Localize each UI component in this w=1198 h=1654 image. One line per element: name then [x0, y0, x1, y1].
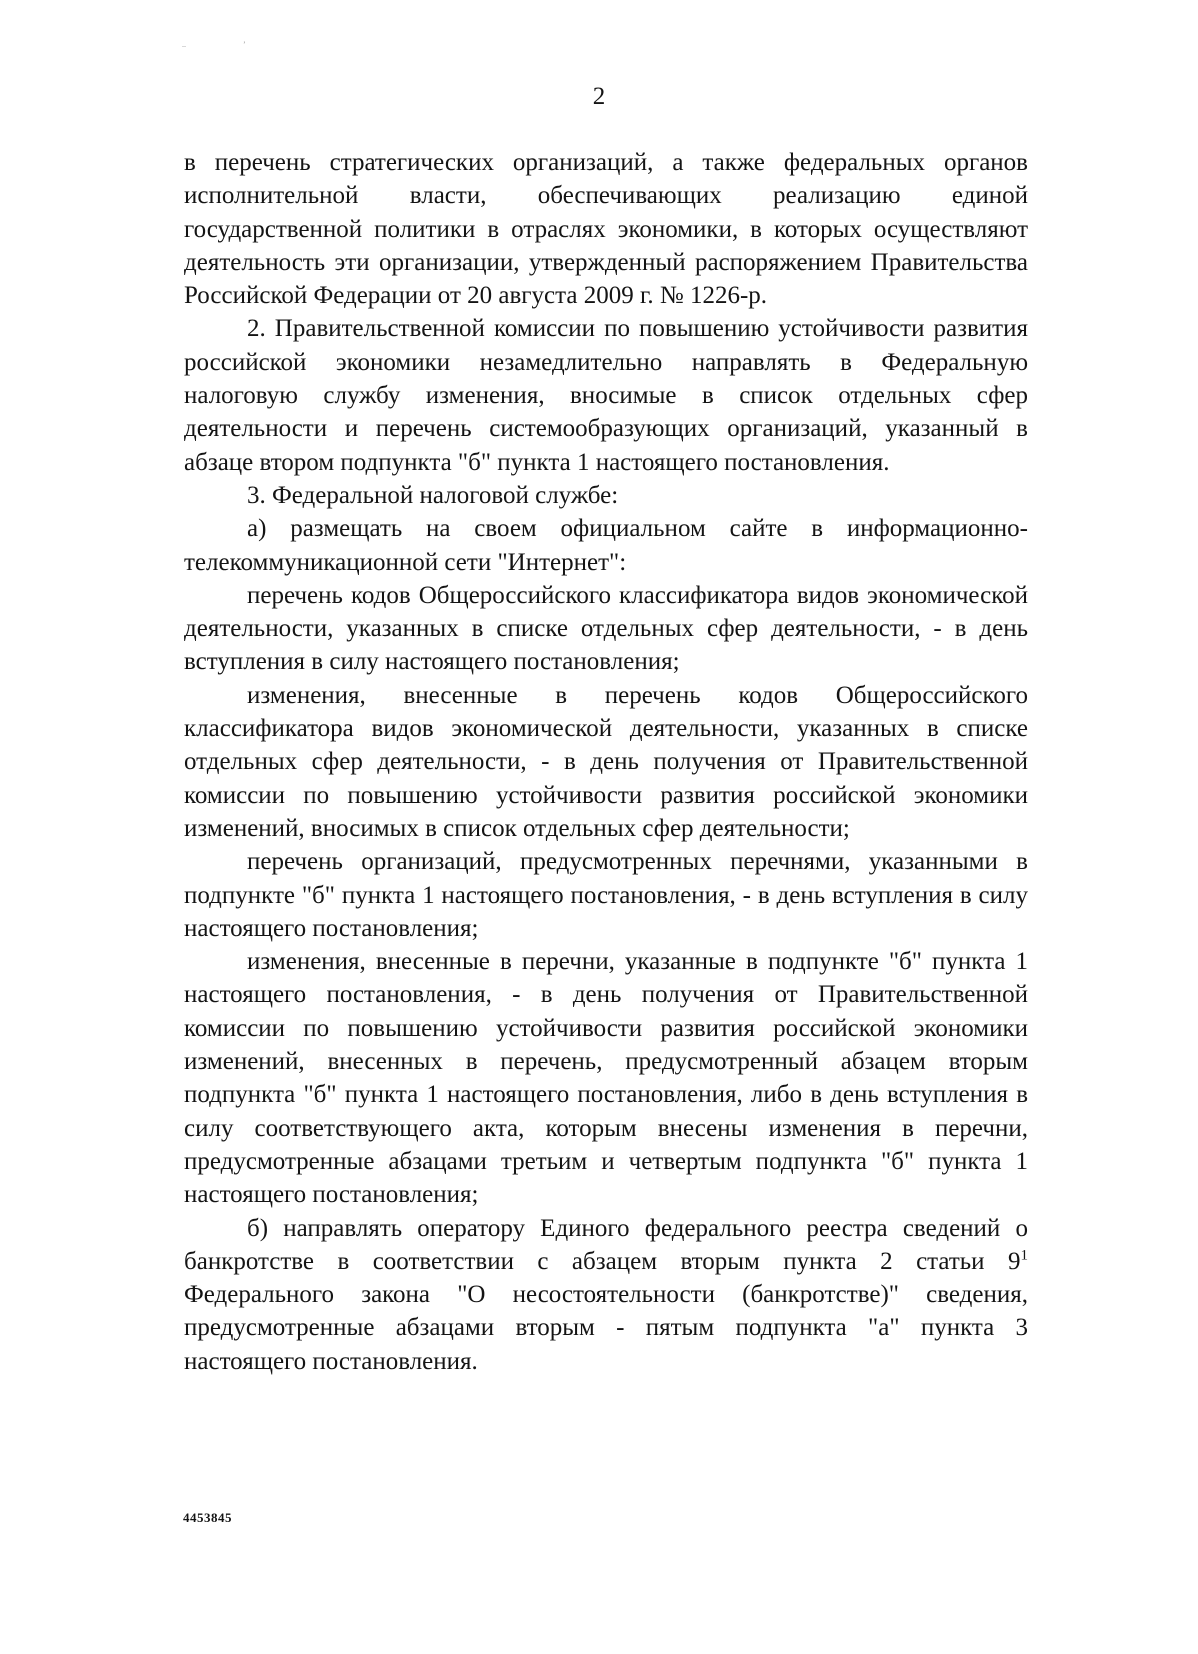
article-superscript: 1 [1020, 1247, 1028, 1264]
subitem-b-text-end: Федерального закона "О несостоятельности (банкротстве)" сведения, предусмотренные абзацами вторым - пятым подпункта "а" пункта 3 настоящего постановления. [184, 1281, 1028, 1375]
scan-artifact-right: ’ [243, 40, 246, 49]
paragraph-okved-changes: изменения, внесенные в перечень кодов Общероссийского классификатора видов экономической деятельности, указанных в списке отдельных сфер деятельности, - в день получения от Правительственной комиссии по повышению устойчивости развития российской экономики изменений, вносимых в список отдельных сфер деятельности; [184, 681, 1028, 842]
scan-artifact-left: .. [182, 40, 186, 49]
paragraph-organizations-changes: изменения, внесенные в перечни, указанные в подпункте "б" пункта 1 настоящего постановления, - в день получения от Правительственной комиссии по повышению устойчивости развития российской экономики изменений, внесенных в перечень, предусмотренный абзацем вторым подпункта "б" пункта 1 настоящего постановления, либо в день вступления в силу соответствующего акта, которым внесены изменения в перечни, предусмотренные абзацами третьим и четвертым подпункта "б" пункта 1 настоящего постановления; [184, 948, 1028, 1209]
document-code: 4453845 [183, 1510, 232, 1525]
subitem-b-text-start: б) направлять оператору Единого федерального реестра сведений о банкротстве в соответствии с абзацем вторым пункта 2 статьи 9 [184, 1214, 1028, 1275]
paragraph-subitem-b [184, 1212, 1028, 1378]
paragraph-continuation: в перечень стратегических организаций, а также федеральных органов исполнительной власти, обеспечивающих реализацию единой государственной политики в отраслях экономики, в которых осуществляют деятельность эти организации, утвержденный распоряжением Правительства Российской Федерации от 20 августа 2009 г. № 1226-р. [184, 149, 1028, 310]
paragraph-organizations-list: перечень организаций, предусмотренных перечнями, указанными в подпункте "б" пункта 1 настоящего постановления, - в день вступления в силу настоящего постановления; [184, 848, 1028, 942]
paragraph-item-2: 2. Правительственной комиссии по повышению устойчивости развития российской экономики незамедлительно направлять в Федеральную налоговую службу изменения, вносимые в список отдельных сфер деятельности и перечень системообразующих организаций, указанный в абзаце втором подпункта "б" пункта 1 настоящего постановления. [184, 315, 1028, 476]
paragraph-subitem-a: а) размещать на своем официальном сайте в информационно-телекоммуникационной сети "Интернет": [184, 515, 1028, 576]
paragraph-item-3: 3. Федеральной налоговой службе: [247, 481, 619, 509]
page-number: 2 [592, 83, 606, 110]
paragraph-okved-codes-list: перечень кодов Общероссийского классификатора видов экономической деятельности, указанных в списке отдельных сфер деятельности, - в день вступления в силу настоящего постановления; [184, 581, 1028, 676]
document-body [184, 146, 1028, 1378]
